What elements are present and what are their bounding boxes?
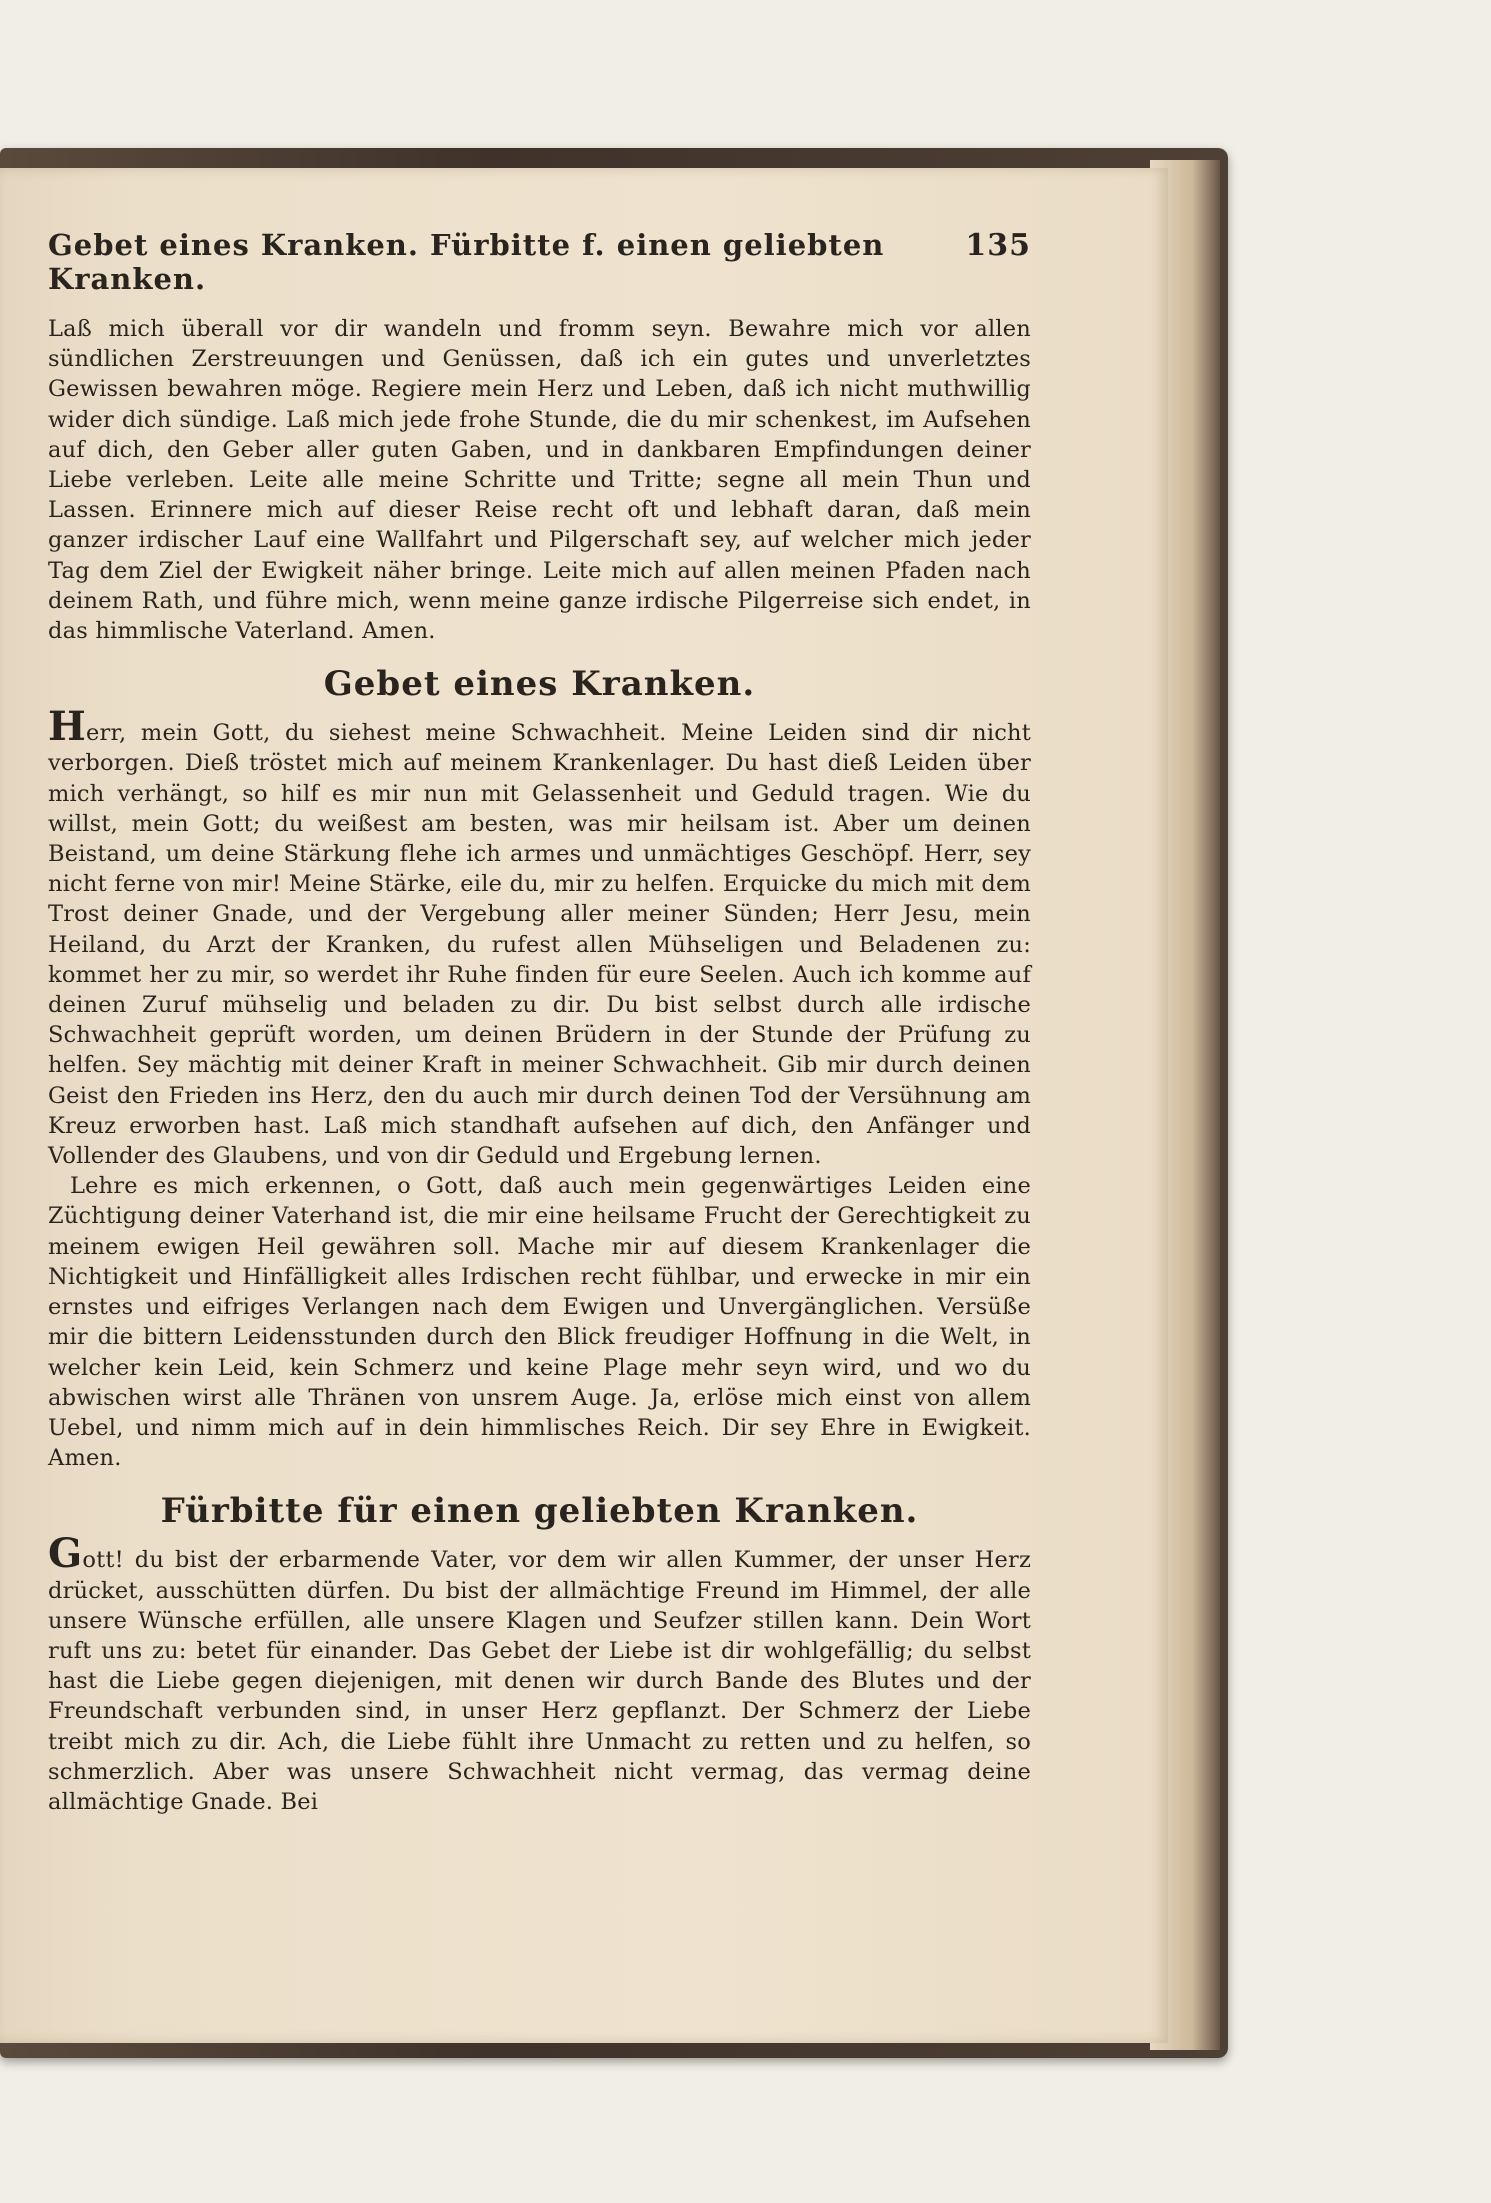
fuerbitte-paragraph-1 — [48, 1530, 1031, 1817]
gebet-paragraph-1-text: err, mein Gott, du siehest meine Schwachheit. Meine Leiden sind dir nicht verborgen. Dieß tröstet mich auf meinem Krankenlager. Du hast dieß Leiden über mich verhängt, so hilf es mir nun mit Gelassenheit und Geduld tragen. Wie du willst, mein Gott; du weißest am besten, was mir heilsam ist. Aber um deinen Beistand, um deine Stärkung flehe ich armes und unmächtiges Geschöpf. Herr, sey nicht ferne von mir! Meine Stärke, eile du, mir zu helfen. Erquicke du mich mit dem Trost deiner Gnade, und der Vergebung aller meiner Sünden; Herr Jesu, mein Heiland, du Arzt der Kranken, du rufest allen Mühseligen und Beladenen zu: kommet her zu mir, so werdet ihr Ruhe finden für eure Seelen. Auch ich komme auf deinen Zuruf mühselig und beladen zu dir. Du bist selbst durch alle irdische Schwachheit geprüft worden, um deinen Brüdern in der Stunde der Prüfung zu helfen. Sey mächtig mit deiner Kraft in meiner Schwachheit. Gib mir durch deinen Geist den Frieden ins Herz, den du auch mir durch deinen Tod der Versühnung am Kreuz erworben hast. Laß mich standhaft aufsehen auf dich, den Anfänger und Vollender des Glaubens, und von dir Geduld und Ergebung lernen. — [48, 720, 1031, 1170]
continuation-paragraph: Laß mich überall vor dir wandeln und fromm seyn. Bewahre mich vor allen sündlichen Zerstreuungen und Genüssen, daß ich ein gutes und unverletztes Gewissen bewahren möge. Regiere mein Herz und Leben, daß ich nicht muthwillig wider dich sündige. Laß mich jede frohe Stunde, die du mir schenkest, im Aufsehen auf dich, den Geber aller guten Gaben, und in dankbaren Empfindungen deiner Liebe verleben. Leite alle meine Schritte und Tritte; segne all mein Thun und Lassen. Erinnere mich auf dieser Reise recht oft und lebhaft daran, daß mein ganzer irdischer Lauf eine Wallfahrt und Pilgerschaft sey, auf welcher mich jeder Tag dem Ziel der Ewigkeit näher bringe. Leite mich auf allen meinen Pfaden nach deinem Rath, und führe mich, wenn meine ganze irdische Pilgerreise sich endet, in das himmlische Vaterland. Amen. — [48, 316, 1031, 645]
running-title: Gebet eines Kranken. Fürbitte f. einen geliebten Kranken. — [48, 228, 885, 296]
fuerbitte-paragraph-1-text: ott! du bist der erbarmende Vater, vor dem wir allen Kummer, der unser Herz drücket, ausschütten dürfen. Du bist der allmächtige Freund im Himmel, der alle unsere Wünsche erfüllen, alle unsere Klagen und Seufzer stillen kann. Dein Wort ruft uns zu: betet für einander. Das Gebet der Liebe ist dir wohlgefällig; du selbst hast die Liebe gegen diejenigen, mit denen wir durch Bande des Blutes und der Freundschaft verbunden sind, in unser Herz gepflanzt. Der Schmerz der Liebe treibt mich zu dir. Ach, die Liebe fühlt ihre Unmacht zu retten und zu helfen, so schmerzlich. Aber was unsere Schwachheit nicht vermag, das vermag deine allmächtige Gnade. Bei — [48, 1547, 1031, 1815]
page-content — [48, 228, 1031, 1817]
gebet-paragraph-1 — [48, 703, 1031, 1171]
gebet-paragraph-2: Lehre es mich erkennen, o Gott, daß auch mein gegenwärtiges Leiden eine Züchtigung deiner Vaterhand ist, die mir eine heilsame Frucht der Gerechtigkeit zu meinem ewigen Heil gewähren soll. Mache mir auf diesem Krankenlager die Nichtigkeit und Hinfälligkeit alles Irdischen recht fühlbar, und erwecke in mir ein ernstes und eifriges Verlangen nach dem Ewigen und Unvergänglichen. Versüße mir die bittern Leidensstunden durch den Blick freudiger Hoffnung in die Welt, in welcher kein Leid, kein Schmerz und keine Plage mehr seyn wird, und wo du abwischen wirst alle Thränen von unsrem Auge. Ja, erlöse mich einst von allem Uebel, und nimm mich auf in dein himmlisches Reich. Dir sey Ehre in Ewigkeit. Amen. — [48, 1173, 1031, 1472]
book-page — [0, 168, 1168, 2043]
running-header — [48, 228, 1031, 296]
heading-fuerbitte: Fürbitte für einen geliebten Kranken. — [160, 1491, 919, 1532]
heading-gebet-eines-kranken: Gebet eines Kranken. — [323, 664, 756, 705]
dropcap: G — [48, 1530, 83, 1578]
dropcap: H — [48, 703, 86, 751]
page-number: 135 — [965, 228, 1031, 263]
